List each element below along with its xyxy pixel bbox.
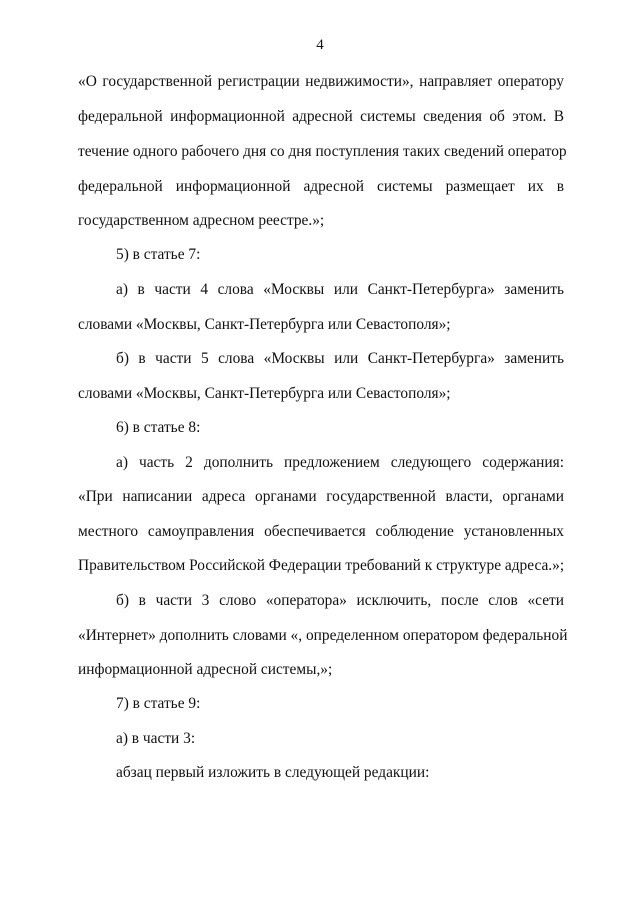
document-line: словами «Москвы, Санкт-Петербурга или Севастополя»; xyxy=(78,316,451,333)
document-line: информационной адресной системы,»; xyxy=(78,661,333,678)
list-item-heading: 7) в статье 9: xyxy=(116,695,201,712)
list-item-heading: а) в части 3: xyxy=(116,730,196,747)
document-line: федеральной информационной адресной системы сведения об этом. В xyxy=(78,108,564,125)
list-item-heading: 6) в статье 8: xyxy=(116,419,201,436)
document-line: Правительством Российской Федерации требований к структуре адреса.»; xyxy=(78,557,565,574)
document-line: «О государственной регистрации недвижимости», направляет оператору xyxy=(78,73,564,90)
document-line: течение одного рабочего дня со дня поступления таких сведений оператор xyxy=(78,143,567,160)
document-line: б) в части 5 слова «Москвы или Санкт-Петербурга» заменить xyxy=(116,350,564,367)
document-line: «Интернет» дополнить словами «, определенном оператором федеральной xyxy=(78,627,568,644)
document-line: словами «Москвы, Санкт-Петербурга или Севастополя»; xyxy=(78,385,451,402)
document-line: а) часть 2 дополнить предложением следующего содержания: xyxy=(116,454,564,471)
document-line: «При написании адреса органами государственной власти, органами xyxy=(78,488,564,505)
page-number: 4 xyxy=(316,37,324,53)
document-line: а) в части 4 слова «Москвы или Санкт-Петербурга» заменить xyxy=(116,281,564,298)
document-line: государственном адресном реестре.»; xyxy=(78,212,325,229)
document-line: федеральной информационной адресной системы размещает их в xyxy=(78,178,564,195)
document-line: местного самоуправления обеспечивается соблюдение установленных xyxy=(78,523,564,540)
document-line: абзац первый изложить в следующей редакции: xyxy=(116,764,430,781)
document-line: б) в части 3 слово «оператора» исключить, после слов «сети xyxy=(116,592,564,609)
list-item-heading: 5) в статье 7: xyxy=(116,246,201,263)
